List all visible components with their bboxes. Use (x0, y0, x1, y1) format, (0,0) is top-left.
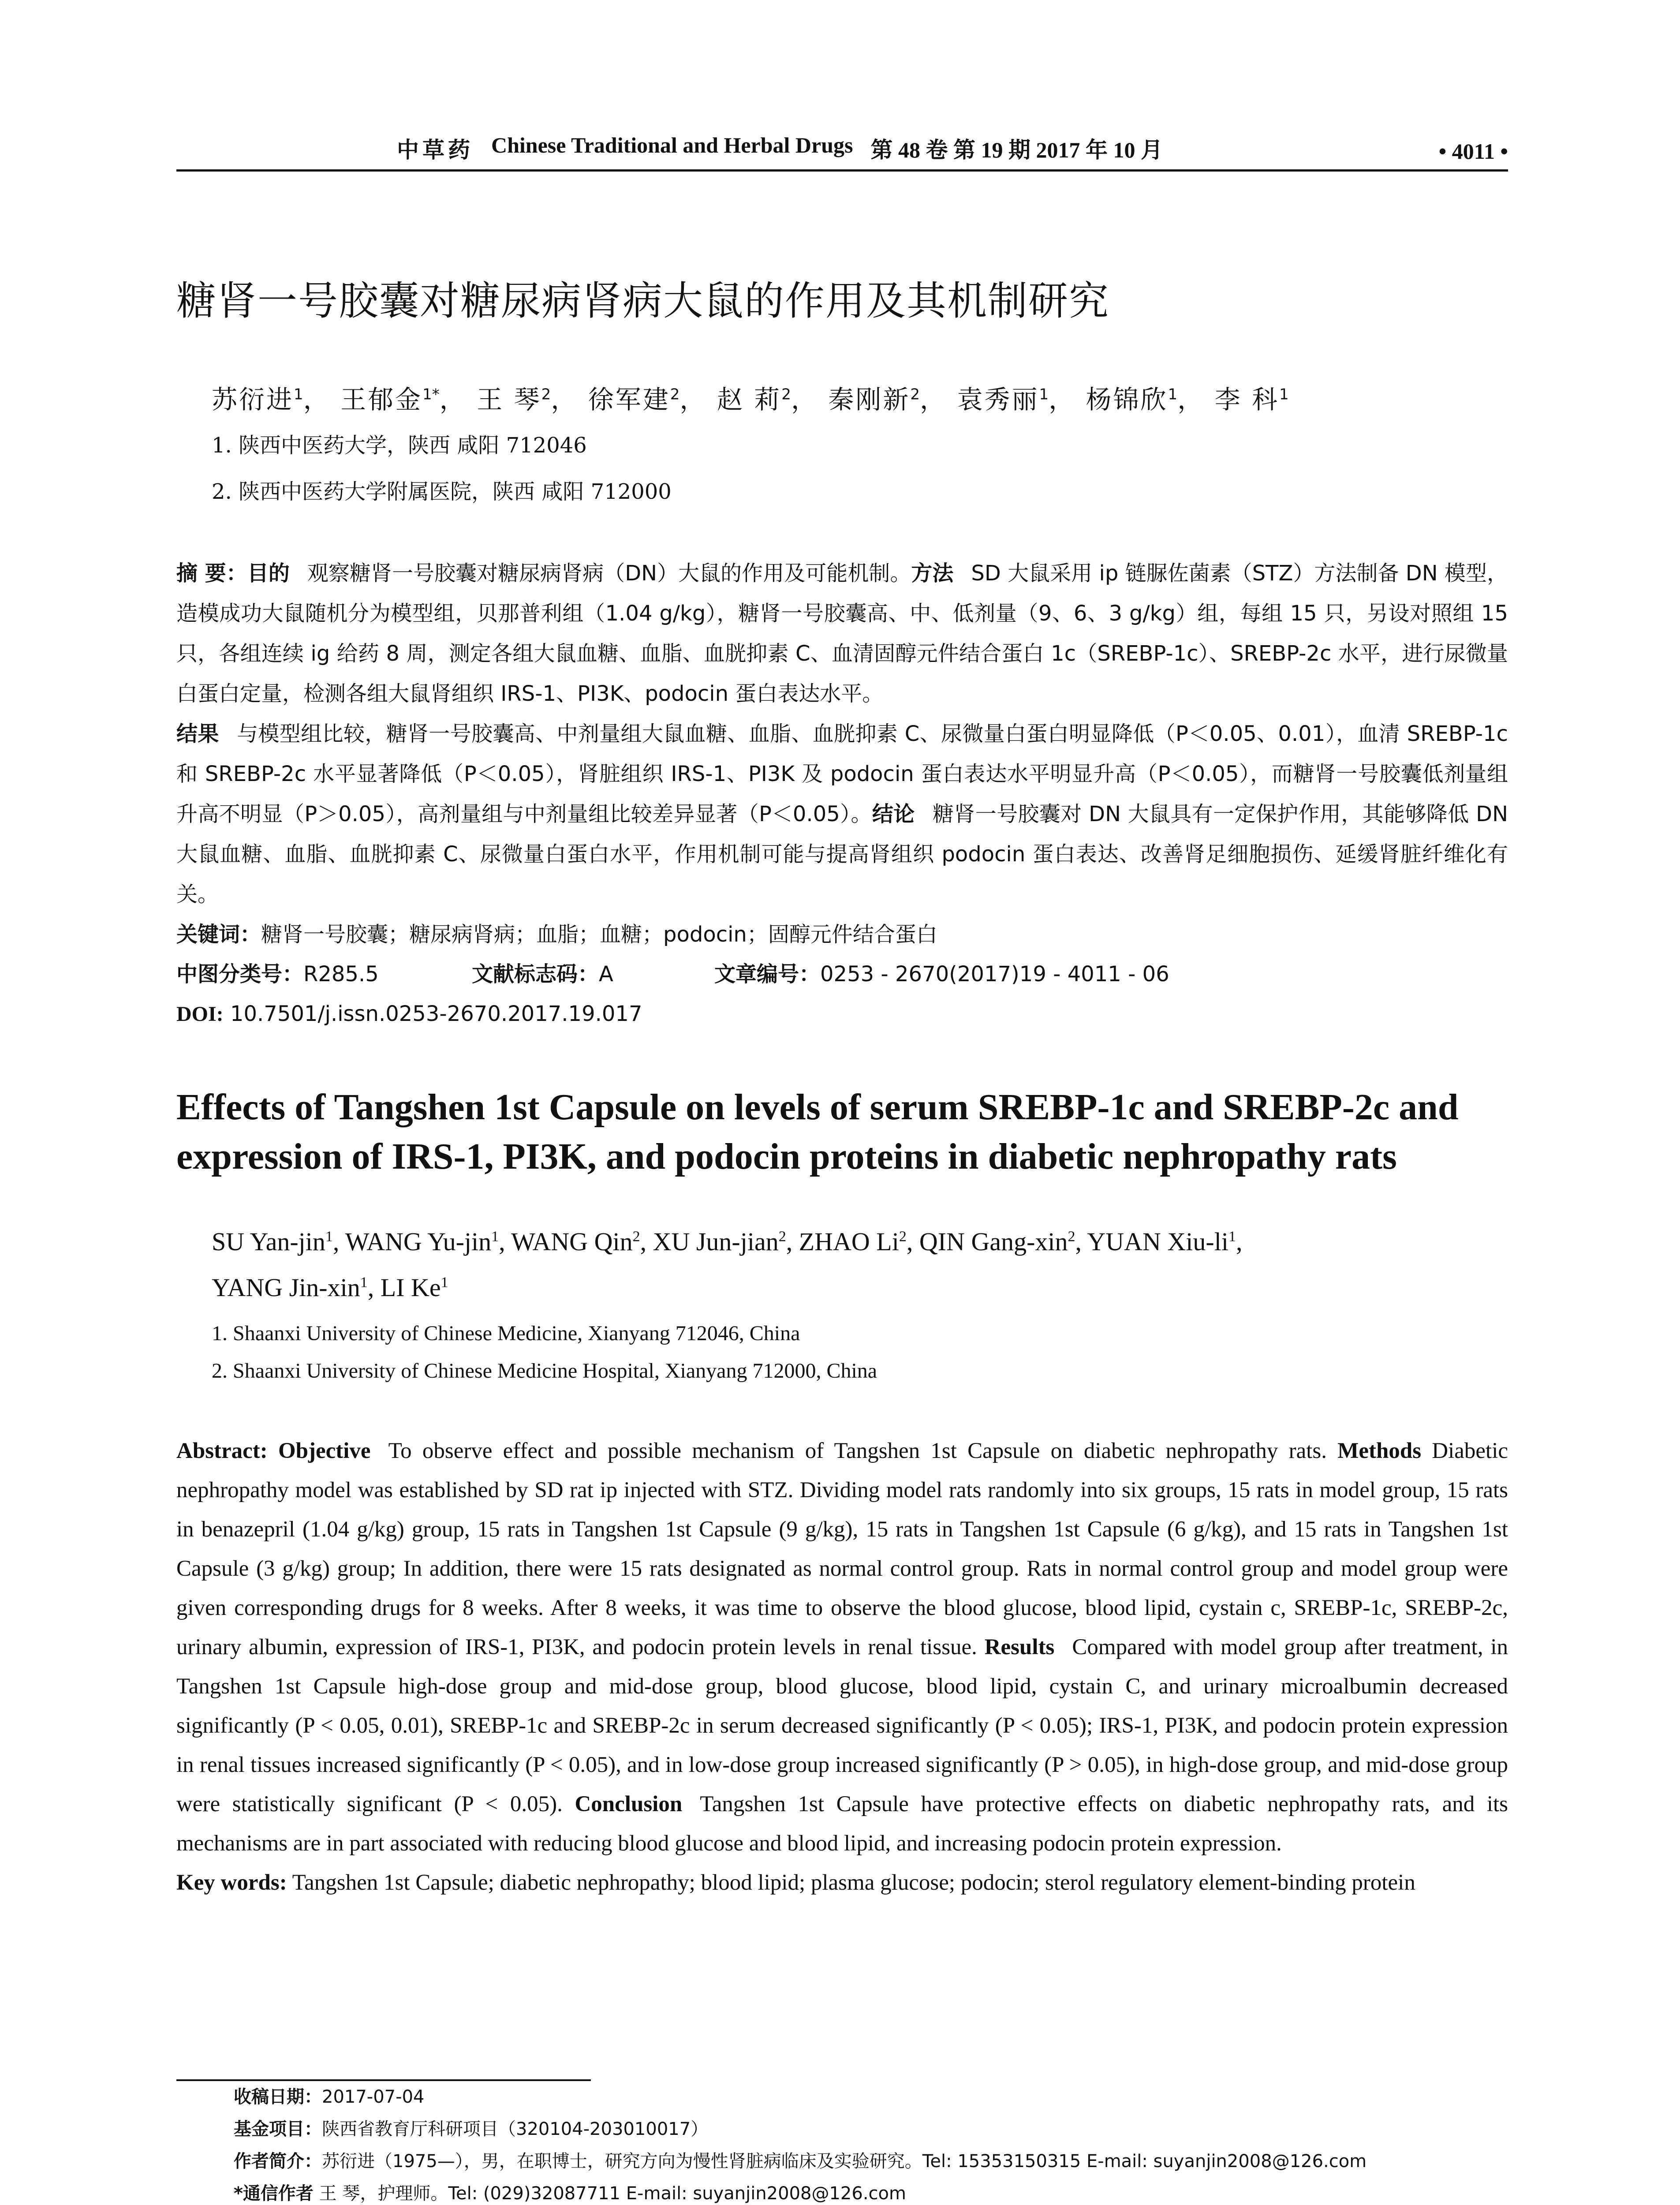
issue-info: 第 48 卷 第 19 期 2017 年 10 月 (870, 138, 1163, 162)
results-text: 与模型组比较，糖肾一号胶囊高、中剂量组大鼠血糖、血脂、血胱抑素 C、尿微量白蛋白明显降低（P＜0.05、0.01），血清 SREBP-1c 和 SREBP-2c 水平显著降低（P＜0.05），肾脏组织 IRS-1、PI3K 及 podocin 蛋白表达水平明显升高（P＜0.05），而糖肾一号胶囊低剂量组升高不明显（P＞0.05），高剂量组与中剂量组比较差异显著（P＜0.05）。 (176, 721, 1508, 826)
author-cn: 袁秀丽$^1$， (957, 385, 1076, 415)
methods-label: 方法 (911, 561, 954, 586)
author-cn: 徐军建$^2$， (588, 385, 707, 415)
article-number: 0253 - 2670(2017)19 - 4011 - 06 (820, 962, 1169, 987)
abstract-en (176, 1431, 1508, 1902)
author-en: SU Yan-jin$^1$, (212, 1227, 345, 1256)
doi[interactable] (176, 994, 1508, 1034)
keywords-text: 糖肾一号胶囊；糖尿病肾病；血脂；血糖；podocin；固醇元件结合蛋白 (261, 922, 937, 947)
clc-number: R285.5 (303, 962, 379, 987)
page-number: • 4011 • (1438, 139, 1508, 164)
methods-en-text: Diabetic nephropathy model was established by SD rat ip injected with STZ. Dividing model rats randomly into six groups, 15 rats in model group, 15 rats in benazepril (1.04 g/kg) group, 15 rats in Tangshen 1st Capsule (9 g/kg), 15 rats in Tangshen 1st Capsule (6 g/kg), and 15 rats in Tangshen 1st Capsule (3 g/kg) group; In addition, there were 15 rats designated as normal control group. Rats in normal control group and model group were given corresponding drugs for 8 weeks. After 8 weeks, it was time to observe the blood glucose, blood lipid, cystain c, SREBP-1c, SREBP-2c, urinary albumin, expression of IRS-1, PI3K, and podocin protein levels in renal tissue. (176, 1438, 1508, 1659)
author-cn: 李 科$^1$ (1214, 385, 1289, 415)
author-en: YUAN Xiu-$li^1$, (1087, 1227, 1243, 1256)
running-header (176, 132, 1508, 172)
objective-en-text: To observe effect and possible mechanism of Tangshen 1st Capsule on diabetic nephropathy rats. (388, 1438, 1327, 1463)
author-en: XU Jun-jian$^2$, (653, 1227, 799, 1256)
footnote-author-bio: 作者简介：苏衍进（1975—），男，在职博士，研究方向为慢性肾脏病临床及实验研究。Tel: 15353150315 E-mail: suyanjin2008@126.com (234, 2151, 1367, 2171)
title-cn: 糖肾一号胶囊对糖尿病肾病大鼠的作用及其机制研究 (176, 278, 1109, 324)
journal-name-cn: 中草药 (397, 138, 474, 162)
paper-page (176, 132, 1508, 2204)
doi-label: DOI: (176, 1002, 224, 1026)
author-en: LI Ke$^1$ (380, 1273, 448, 1302)
objective-label: 目的 (247, 561, 290, 586)
author-en: ZHAO Li$^2$, (799, 1227, 919, 1256)
authors-en (212, 1217, 1508, 1308)
affiliation-cn: 1. 陕西中医药大学，陕西 咸阳 712046 (212, 433, 587, 458)
conclusion-en-text: Tangshen 1st Capsule have protective effects on diabetic nephropathy rats, and its mechanisms are in part associated with reducing blood glucose and blood lipid, and increasing podocin protein expression. (176, 1791, 1508, 1856)
journal-name-en: Chinese Traditional and Herbal Drugs (491, 133, 853, 157)
abstract-cn (176, 553, 1508, 915)
footnote-received: 收稿日期：2017-07-04 (234, 2087, 425, 2107)
objective-text: 观察糖肾一号胶囊对糖尿病肾病（DN）大鼠的作用及可能机制。 (307, 561, 911, 586)
author-en: YANG Jin-xin$^1$, (212, 1273, 381, 1302)
footnote-funding: 基金项目：陕西省教育厅科研项目（320104-203010017） (234, 2119, 709, 2139)
keywords-cn: 关键词：糖肾一号胶囊；糖尿病肾病；血脂；血糖；podocin；固醇元件结合蛋白 (176, 922, 937, 947)
conclusion-text: 糖肾一号胶囊对 DN 大鼠具有一定保护作用，其能够降低 DN 大鼠血糖、血脂、血胱抑素 C、尿微量白蛋白水平，作用机制可能与提高肾组织 podocin 蛋白表达、改善肾足细胞损伤、延缓肾脏纤维化有关。 (176, 802, 1508, 907)
results-en-text: Compared with model group after treatment, in Tangshen 1st Capsule high-dose group and mid-dose group, blood glucose, blood lipid, cystain C, and urinary microalbumin decreased significantly (P < 0.05, 0.01), SREBP-1c and SREBP-2c in serum decreased significantly (P < 0.05); IRS-1, PI3K, and podocin protein expression in renal tissues increased significantly (P < 0.05), and in low-dose group increased significantly (P > 0.05), in high-dose group, and mid-dose group were statistically significant (P < 0.05). (176, 1634, 1508, 1816)
author-en: QIN Gang-xin$^2$, (919, 1227, 1087, 1256)
abstract-en-label: Abstract: (176, 1438, 268, 1463)
affiliation-cn: 2. 陕西中医药大学附属医院，陕西 咸阳 712000 (212, 479, 672, 504)
author-cn: 秦刚新$^2$， (828, 385, 948, 415)
footnote-corresponding: *通信作者 王 琴，护理师。Tel: (029)32087711 E-mail: suyanjin2008@126.com (234, 2183, 906, 2204)
footnotes (176, 2079, 1508, 2205)
keywords-en-label: Key words: (176, 1870, 287, 1895)
authors-cn (212, 379, 1508, 416)
author-cn: 王 琴$^2$， (477, 385, 579, 415)
methods-en-label: Methods (1337, 1438, 1422, 1463)
author-cn: 苏衍进$^1$， (212, 385, 331, 415)
author-cn: 杨锦欣$^1$， (1086, 385, 1205, 415)
doc-code: A (599, 962, 613, 987)
conclusion-label: 结论 (872, 802, 915, 826)
affiliation-en: 1. Shaanxi University of Chinese Medicine, Xianyang 712046, China (212, 1321, 800, 1345)
affiliation-en: 2. Shaanxi University of Chinese Medicine Hospital, Xianyang 712000, China (212, 1359, 877, 1383)
keywords-en-text: Tangshen 1st Capsule; diabetic nephropathy; blood lipid; plasma glucose; podocin; sterol regulatory element-binding protein (292, 1870, 1415, 1895)
author-en: WANG Yu-jin$^1$, (345, 1227, 511, 1256)
title-en: Effects of Tangshen 1st Capsule on levels of serum SREBP-1c and SREBP-2c and expression of IRS-1, PI3K, and podocin proteins in diabetic nephropathy rats (176, 1087, 1459, 1177)
author-en: WANG Qin$^2$, (511, 1227, 653, 1256)
results-label: 结果 (176, 721, 219, 746)
author-cn: 赵 莉$^2$， (717, 385, 818, 415)
objective-en-label: Objective (278, 1438, 371, 1463)
results-en-label: Results (984, 1634, 1055, 1659)
conclusion-en-label: Conclusion (575, 1791, 683, 1816)
author-cn: 王郁金$^{1*}$， (340, 385, 467, 415)
classification-row: 中图分类号：R285.5 文献标志码：A 文章编号：0253 - 2670(2017)19 - 4011 - 06 (176, 962, 1169, 987)
abstract-label: 摘 要： (176, 561, 247, 586)
header-left (397, 132, 1163, 164)
methods-text: SD 大鼠采用 ip 链脲佐菌素（STZ）方法制备 DN 模型，造模成功大鼠随机分为模型组，贝那普利组（1.04 g/kg），糖肾一号胶囊高、中、低剂量（9、6、3 g/kg）组，每组 15 只，另设对照组 15 只，各组连续 ig 给药 8 周，测定各组大鼠血糖、血脂、血胱抑素 C、血清固醇元件结合蛋白 1c（SREBP-1c）、SREBP-2c 水平，进行尿微量白蛋白定量，检测各组大鼠肾组织 IRS-1、PI3K、podocin 蛋白表达水平。 (176, 561, 1508, 706)
doi-value[interactable]: 10.7501/j.issn.0253-2670.2017.19.017 (230, 1002, 642, 1026)
